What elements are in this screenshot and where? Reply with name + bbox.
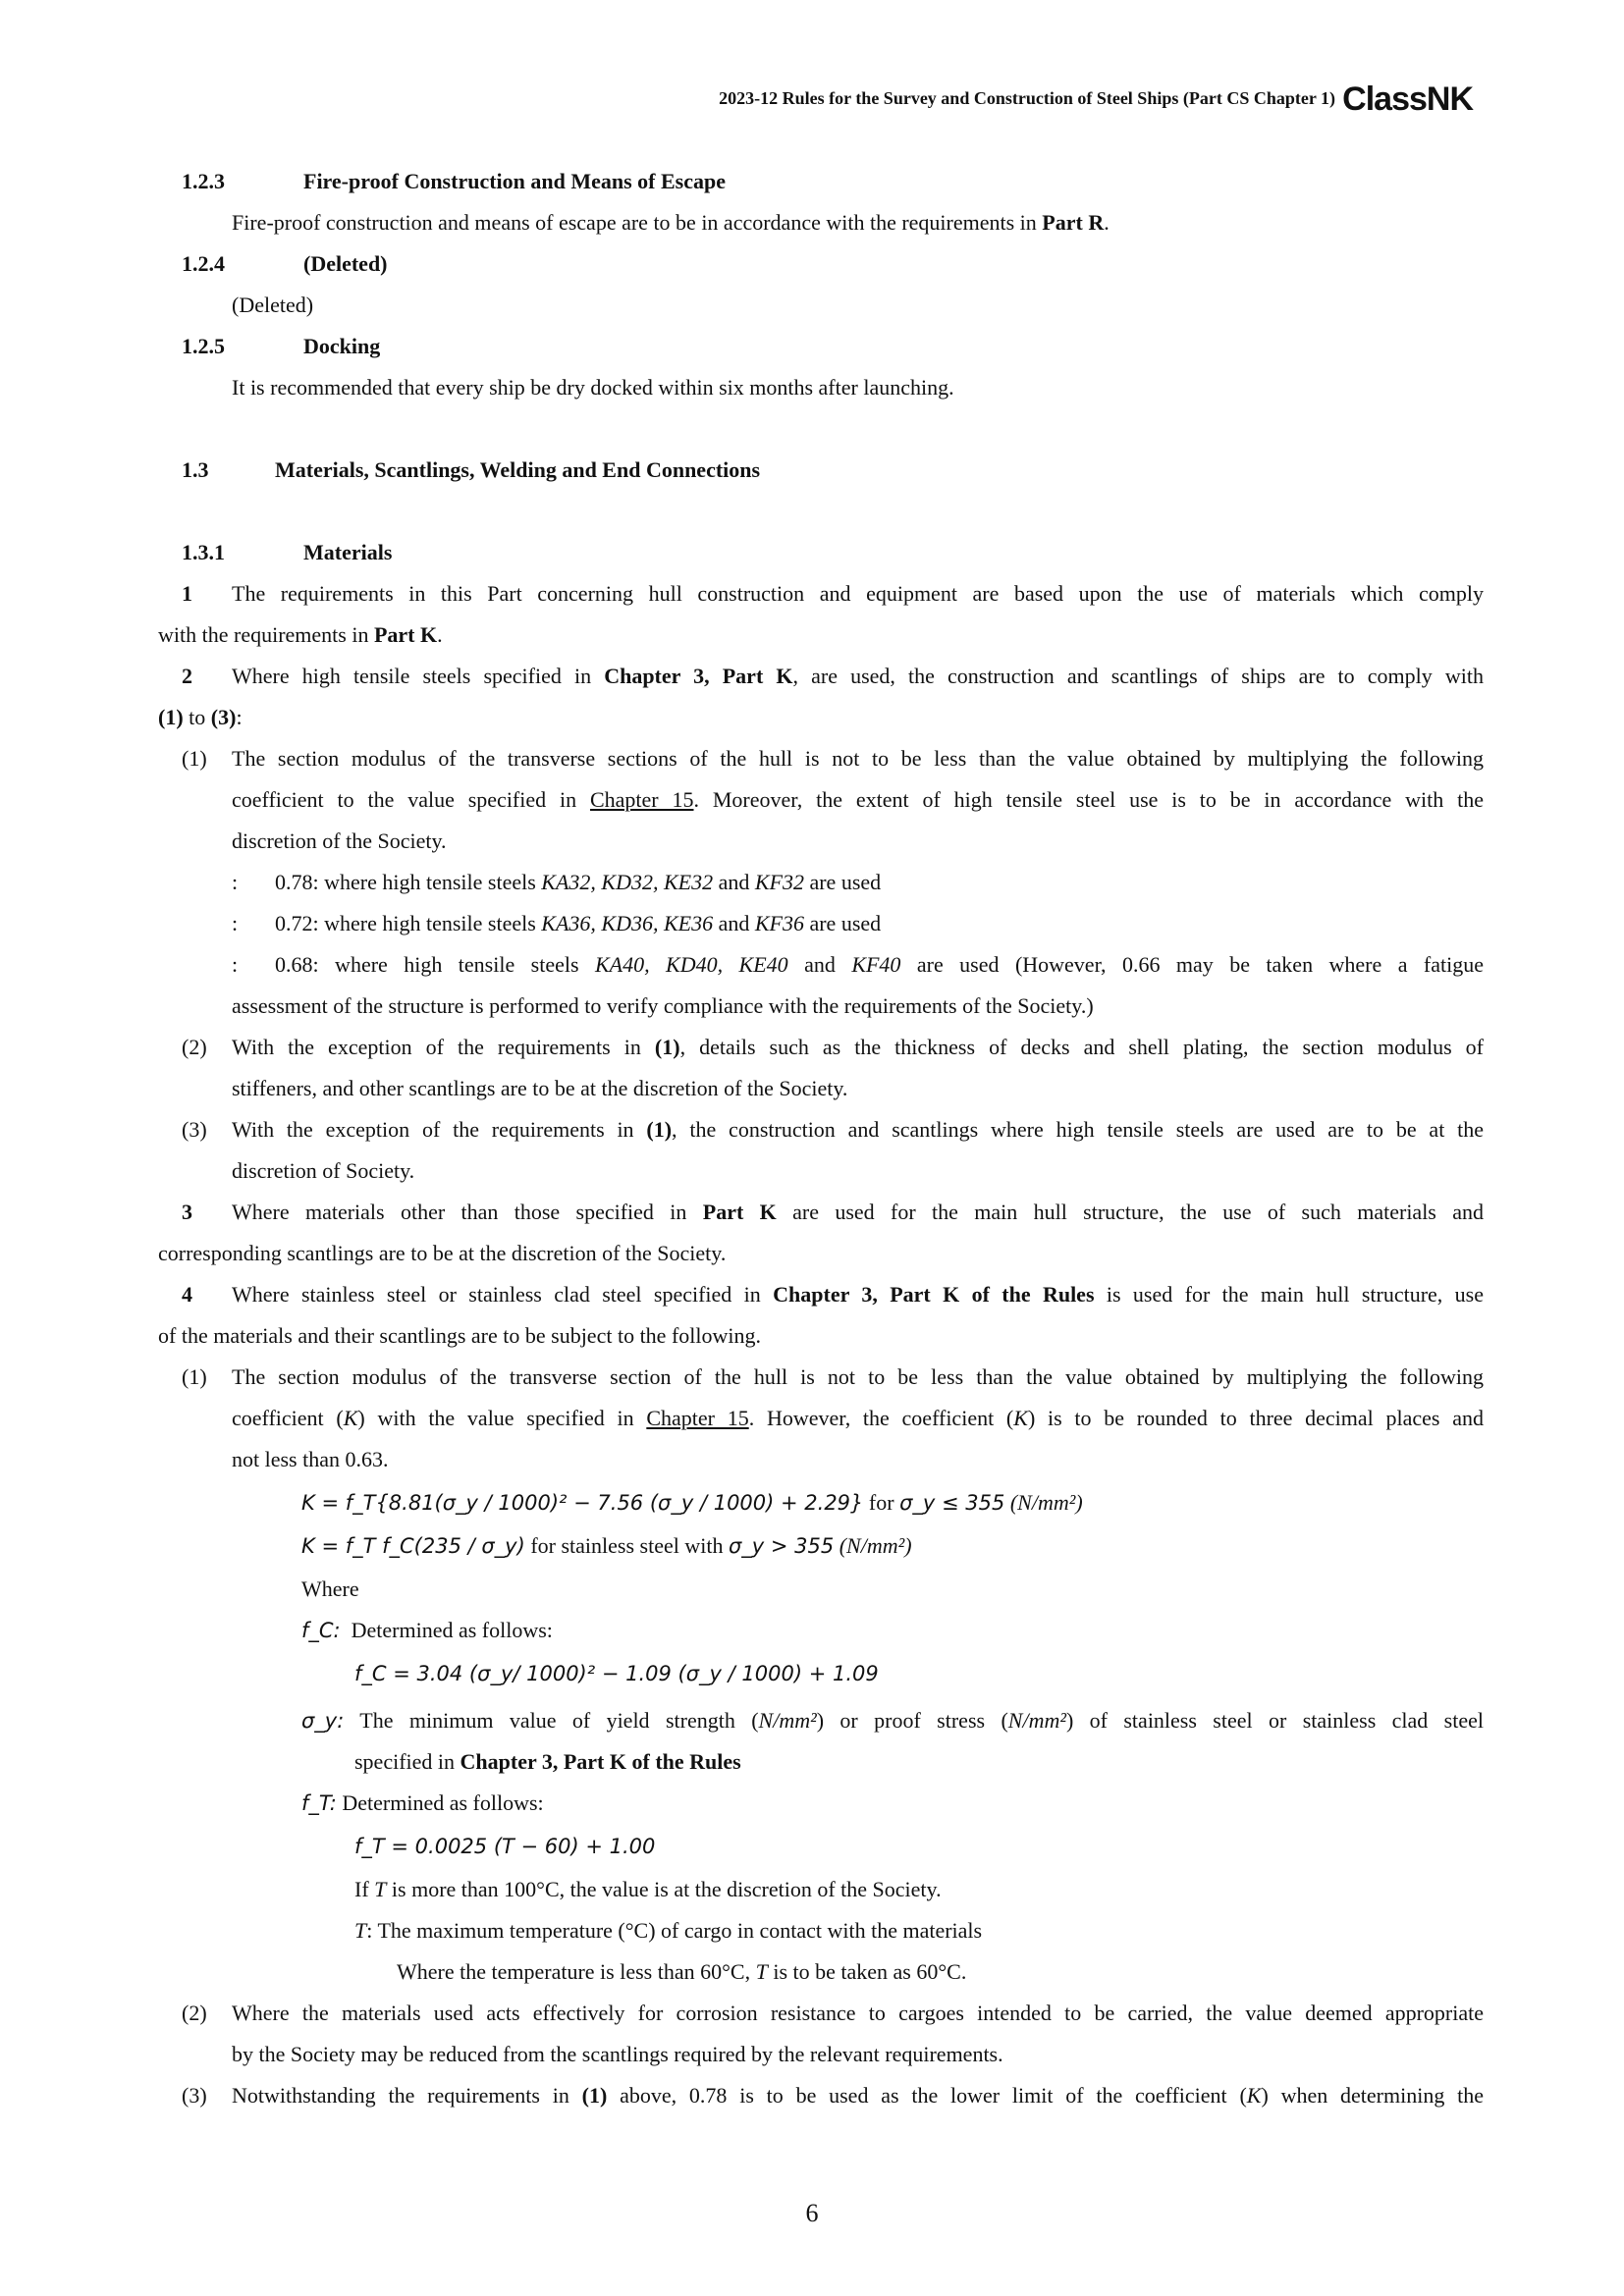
item-2-1-line-2: coefficient to the value specified in Chapter 15. Moreover, the extent of high tensile steel use is to be in accordance with the — [232, 787, 1484, 812]
section-1-2-4-text: (Deleted) — [232, 293, 314, 317]
item-4-1-line-3: not less than 0.63. — [232, 1447, 389, 1471]
where-label: Where — [301, 1576, 359, 1601]
para-3-line-1: Where materials other than those specified in Part K are used for the main hull structure, the use of such materials and — [232, 1200, 1484, 1224]
page-number: 6 — [805, 2199, 819, 2227]
header-title: 2023-12 Rules for the Survey and Construction of Steel Ships (Part CS Chapter 1) — [719, 88, 1335, 108]
item-2-1-line-3: discretion of the Society. — [232, 828, 447, 853]
item-2-1-number: (1) — [182, 746, 207, 771]
item-4-2-number: (2) — [182, 2001, 207, 2025]
sigma-y-definition-line-2: specified in Chapter 3, Part K of the Rules — [354, 1749, 741, 1774]
para-2-line-2: (1) to (3): — [158, 705, 243, 729]
para-2-number: 2 — [182, 664, 192, 688]
coefficient-item-colon: : — [232, 952, 239, 977]
chapter-15-link[interactable]: Chapter 15 — [646, 1406, 749, 1430]
para-4-number: 4 — [182, 1282, 192, 1307]
item-4-2-line-2: by the Society may be reduced from the scantlings required by the relevant requirements. — [232, 2042, 1003, 2066]
section-1-3-1-number: 1.3.1 — [182, 540, 225, 564]
section-1-3-1-title: Materials — [303, 540, 393, 564]
equation-k-2: K = f_T f_C(235 / σ_y) for stainless steel with σ_y > 355 (N/mm²) — [301, 1533, 912, 1558]
item-4-1-line-2: coefficient (K) with the value specified in Chapter 15. However, the coefficient (K) is to be rounded to three decimal places and — [232, 1406, 1484, 1430]
para-1-line-2: with the requirements in Part K. — [158, 622, 443, 647]
ft-equation: f_T = 0.0025 (T − 60) + 1.00 — [354, 1835, 656, 1858]
temperature-note: If T is more than 100°C, the value is at the discretion of the Society. — [354, 1877, 942, 1901]
temperature-minimum-note: Where the temperature is less than 60°C, T is to be taken as 60°C. — [397, 1959, 967, 1984]
section-1-2-5-text: It is recommended that every ship be dry docked within six months after launching. — [232, 375, 954, 400]
para-4-line-1: Where stainless steel or stainless clad steel specified in Chapter 3, Part K of the Rules is used for the main hull structure, use — [232, 1282, 1484, 1307]
item-4-3-number: (3) — [182, 2083, 207, 2108]
equation-k-1: K = f_T{8.81(σ_y / 1000)² − 7.56 (σ_y / 1000) + 2.29} for σ_y ≤ 355 (N/mm²) — [301, 1490, 1083, 1515]
item-4-3-line-1: Notwithstanding the requirements in (1) above, 0.78 is to be used as the lower limit of the coefficient (K) when determining the — [232, 2083, 1484, 2108]
section-1-2-3-title: Fire-proof Construction and Means of Escape — [303, 169, 727, 193]
item-2-3-line-2: discretion of Society. — [232, 1158, 415, 1183]
section-1-2-5-title: Docking — [303, 334, 381, 358]
section-1-2-4-title: (Deleted) — [303, 251, 388, 276]
sigma-y-definition-line-1: σ_y: The minimum value of yield strength (N/mm²) or proof stress (N/mm²) of stainless steel or stainless clad steel — [301, 1708, 1484, 1733]
temperature-definition: T: The maximum temperature (°C) of cargo in contact with the materials — [354, 1918, 983, 1943]
section-1-2-3-text: Fire-proof construction and means of escape are to be in accordance with the requirements in Part R. — [232, 210, 1110, 235]
section-1-3-title: Materials, Scantlings, Welding and End Connections — [275, 457, 761, 482]
item-2-2-line-2: stiffeners, and other scantlings are to be at the discretion of the Society. — [232, 1076, 848, 1100]
item-2-3-line-1: With the exception of the requirements in (1), the construction and scantlings where high tensile steels are used are to be at the — [232, 1117, 1485, 1142]
chapter-15-link[interactable]: Chapter 15 — [589, 787, 694, 812]
para-1-line-1: The requirements in this Part concerning hull construction and equipment are based upon the use of materials which comply — [232, 581, 1484, 606]
page-header — [589, 80, 1473, 120]
classnk-logo: ClassNK — [1342, 80, 1473, 118]
section-1-2-4-number: 1.2.4 — [182, 251, 225, 276]
item-2-1-line-1: The section modulus of the transverse sections of the hull is not to be less than the value obtained by multiplying the following — [232, 746, 1484, 771]
item-4-1-number: (1) — [182, 1364, 207, 1389]
para-2-line-1: Where high tensile steels specified in Chapter 3, Part K, are used, the construction and scantlings of ships are to comply with — [232, 664, 1484, 688]
section-1-3-number: 1.3 — [182, 457, 209, 482]
coefficient-item-0-72: 0.72: where high tensile steels KA36, KD36, KE36 and KF36 are used — [275, 911, 882, 935]
item-4-1-line-1: The section modulus of the transverse section of the hull is not to be less than the value obtained by multiplying the following — [232, 1364, 1484, 1389]
para-3-number: 3 — [182, 1200, 192, 1224]
para-1-number: 1 — [182, 581, 192, 606]
para-4-line-2: of the materials and their scantlings are to be subject to the following. — [158, 1323, 761, 1348]
ft-definition: f_T: Determined as follows: — [301, 1790, 544, 1815]
section-1-2-5-number: 1.2.5 — [182, 334, 225, 358]
para-3-line-2: corresponding scantlings are to be at the discretion of the Society. — [158, 1241, 727, 1265]
coefficient-item-continuation: assessment of the structure is performed to verify compliance with the requirements of the Society.) — [232, 993, 1094, 1018]
item-2-3-number: (3) — [182, 1117, 207, 1142]
item-2-2-line-1: With the exception of the requirements in (1), details such as the thickness of decks and shell plating, the section modulus of — [232, 1035, 1484, 1059]
section-1-2-3-number: 1.2.3 — [182, 169, 225, 193]
coefficient-item-0-68: 0.68: where high tensile steels KA40, KD40, KE40 and KF40 are used (However, 0.66 may be taken where a fatigue — [275, 952, 1484, 977]
item-2-2-number: (2) — [182, 1035, 207, 1059]
coefficient-item-0-78: 0.78: where high tensile steels KA32, KD32, KE32 and KF32 are used — [275, 870, 882, 894]
item-4-2-line-1: Where the materials used acts effectively for corrosion resistance to cargoes intended to be carried, the value deemed appropriate — [232, 2001, 1484, 2025]
fc-equation: f_C = 3.04 (σ_y/ 1000)² − 1.09 (σ_y / 1000) + 1.09 — [354, 1662, 879, 1685]
coefficient-item-colon: : — [232, 911, 239, 935]
coefficient-item-colon: : — [232, 870, 239, 894]
fc-definition: f_C: Determined as follows: — [301, 1618, 553, 1642]
